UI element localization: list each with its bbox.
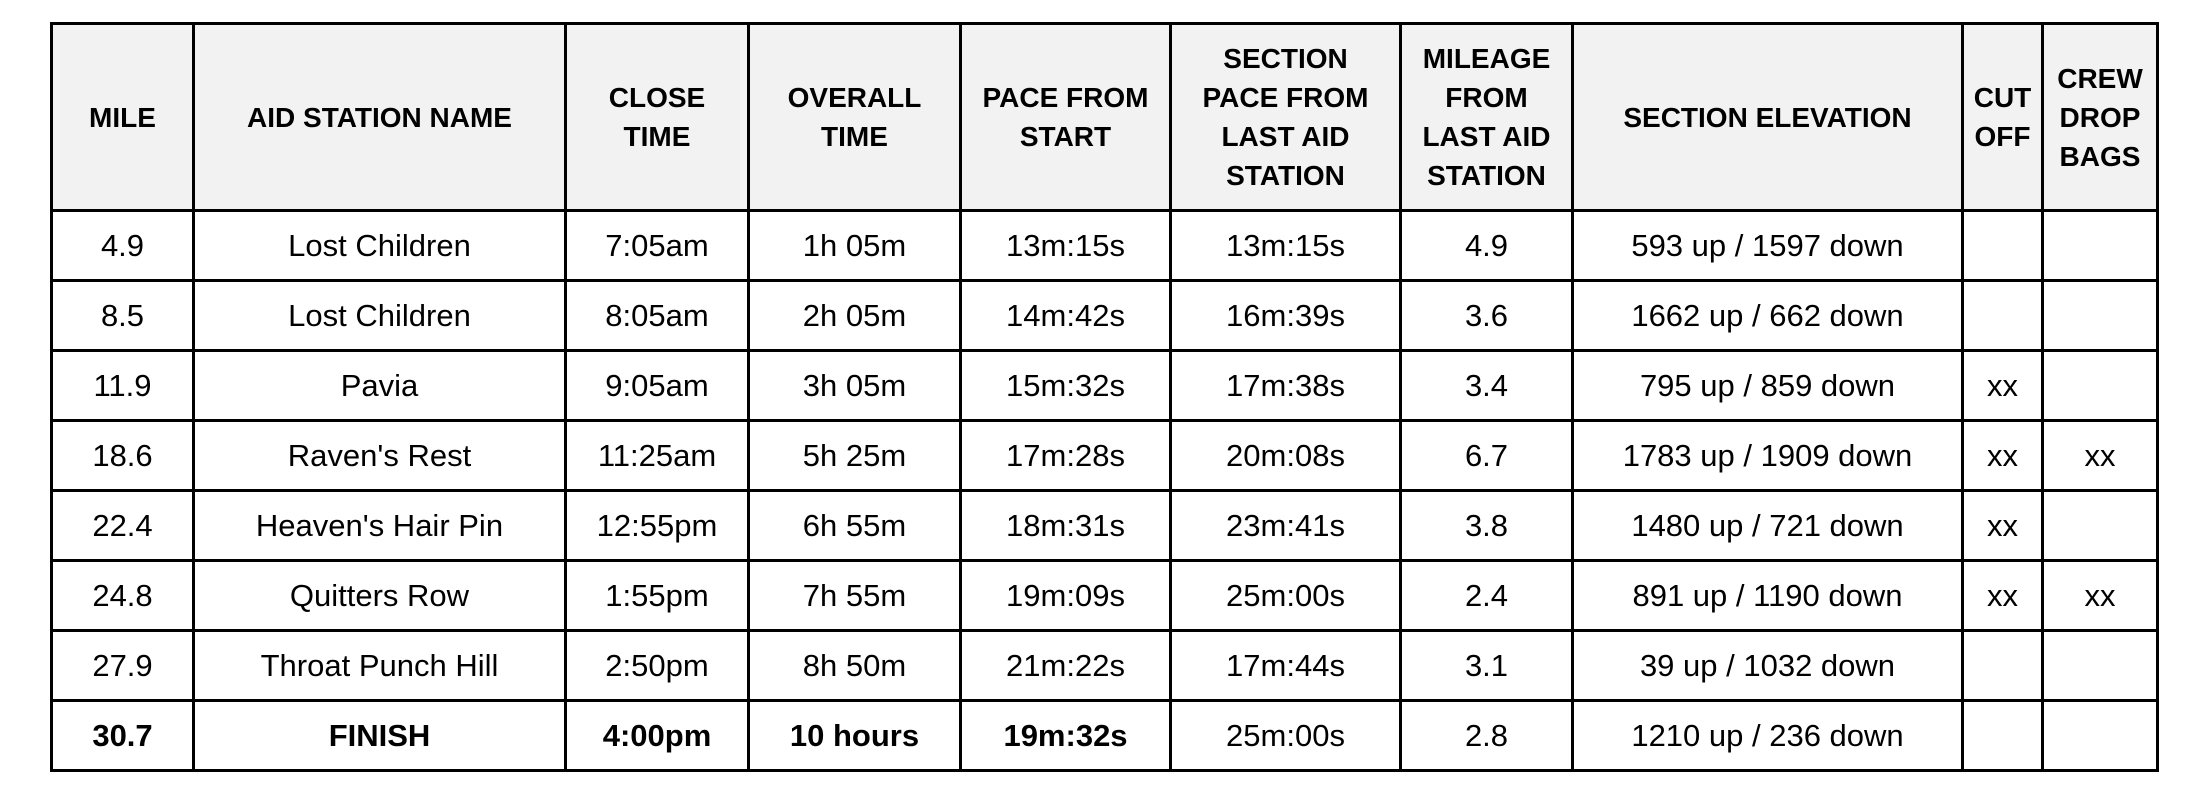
table-row [52, 211, 2158, 281]
cut-off-cell: xx [1963, 351, 2043, 421]
table-row [52, 281, 2158, 351]
mile-cell: 4.9 [52, 211, 194, 281]
column-header-line: DROP [2059, 101, 2141, 133]
crew-drop-bags-cell [2043, 491, 2158, 561]
column-header-line: PACE FROM [982, 82, 1149, 113]
crew-drop-bags-cell [2043, 211, 2158, 281]
mile-cell: 27.9 [52, 631, 194, 701]
column-header-line: OVERALL [787, 82, 922, 113]
aid-station-table-container [50, 22, 2156, 772]
mile-cell: 24.8 [52, 561, 194, 631]
mileage-cell: 4.9 [1401, 211, 1573, 281]
table-body [52, 211, 2158, 771]
table-header [52, 24, 2158, 211]
column-header-crew-drop-bags [2043, 24, 2158, 211]
close-time-cell: 12:55pm [566, 491, 749, 561]
close-time-cell: 1:55pm [566, 561, 749, 631]
mileage-cell: 3.4 [1401, 351, 1573, 421]
section-pace-cell: 13m:15s [1171, 211, 1401, 281]
crew-drop-bags-cell: xx [2043, 421, 2158, 491]
aid-station-name-cell: Lost Children [194, 211, 566, 281]
column-header-overall-time [749, 24, 961, 211]
column-header-line: CLOSE [608, 82, 706, 113]
crew-drop-bags-cell [2043, 701, 2158, 771]
section-elevation-cell: 1480 up / 721 down [1573, 491, 1963, 561]
close-time-cell: 4:00pm [566, 701, 749, 771]
pace-from-start-cell: 21m:22s [961, 631, 1171, 701]
column-header-line: STATION [1226, 160, 1345, 191]
section-pace-cell: 16m:39s [1171, 281, 1401, 351]
section-elevation-cell: 1783 up / 1909 down [1573, 421, 1963, 491]
pace-from-start-cell: 13m:15s [961, 211, 1171, 281]
aid-station-name-cell: Quitters Row [194, 561, 566, 631]
overall-time-cell: 2h 05m [749, 281, 961, 351]
mile-cell: 22.4 [52, 491, 194, 561]
pace-from-start-cell: 15m:32s [961, 351, 1171, 421]
overall-time-cell: 5h 25m [749, 421, 961, 491]
overall-time-cell: 10 hours [749, 701, 961, 771]
section-elevation-cell: 795 up / 859 down [1573, 351, 1963, 421]
section-elevation-cell: 1662 up / 662 down [1573, 281, 1963, 351]
section-pace-cell: 25m:00s [1171, 561, 1401, 631]
aid-station-name-cell: Raven's Rest [194, 421, 566, 491]
column-header-line: CUT [1973, 82, 2032, 113]
overall-time-cell: 7h 55m [749, 561, 961, 631]
close-time-cell: 2:50pm [566, 631, 749, 701]
overall-time-cell: 1h 05m [749, 211, 961, 281]
column-header-aid-station-name [194, 24, 566, 211]
crew-drop-bags-cell [2043, 631, 2158, 701]
aid-station-name-cell: FINISH [194, 701, 566, 771]
cut-off-cell: xx [1963, 561, 2043, 631]
aid-station-name-cell: Heaven's Hair Pin [194, 491, 566, 561]
mileage-cell: 3.6 [1401, 281, 1573, 351]
close-time-cell: 9:05am [566, 351, 749, 421]
column-header-line: AID STATION NAME [247, 101, 512, 133]
column-header-close-time [566, 24, 749, 211]
cut-off-cell: xx [1963, 491, 2043, 561]
aid-station-name-cell: Throat Punch Hill [194, 631, 566, 701]
mileage-cell: 3.8 [1401, 491, 1573, 561]
mileage-cell: 2.8 [1401, 701, 1573, 771]
table-row [52, 421, 2158, 491]
column-header-line: LAST AID [1422, 121, 1551, 152]
section-pace-cell: 17m:44s [1171, 631, 1401, 701]
mile-cell: 30.7 [52, 701, 194, 771]
section-pace-cell: 17m:38s [1171, 351, 1401, 421]
column-header-line: FROM [1445, 82, 1528, 113]
aid-station-name-cell: Pavia [194, 351, 566, 421]
mileage-cell: 2.4 [1401, 561, 1573, 631]
pace-from-start-cell: 14m:42s [961, 281, 1171, 351]
section-pace-cell: 20m:08s [1171, 421, 1401, 491]
mile-cell: 18.6 [52, 421, 194, 491]
column-header-line: BAGS [2059, 140, 2141, 172]
column-header-mileage-from-last [1401, 24, 1573, 211]
column-header-mile [52, 24, 194, 211]
crew-drop-bags-cell [2043, 281, 2158, 351]
table-row [52, 631, 2158, 701]
column-header-line: MILEAGE [1422, 43, 1551, 74]
pace-from-start-cell: 18m:31s [961, 491, 1171, 561]
header-row [52, 24, 2158, 211]
section-elevation-cell: 39 up / 1032 down [1573, 631, 1963, 701]
close-time-cell: 11:25am [566, 421, 749, 491]
column-header-line: SECTION ELEVATION [1623, 101, 1912, 133]
column-header-line: LAST AID [1221, 121, 1350, 152]
column-header-cut-off [1963, 24, 2043, 211]
column-header-line: OFF [1974, 121, 2031, 152]
overall-time-cell: 6h 55m [749, 491, 961, 561]
section-elevation-cell: 891 up / 1190 down [1573, 561, 1963, 631]
column-header-line: STATION [1427, 160, 1546, 191]
close-time-cell: 8:05am [566, 281, 749, 351]
cut-off-cell: xx [1963, 421, 2043, 491]
column-header-line: TIME [623, 121, 691, 152]
pace-from-start-cell: 19m:32s [961, 701, 1171, 771]
column-header-line: PACE FROM [1202, 82, 1369, 113]
aid-station-table [50, 22, 2159, 772]
column-header-section-elevation [1573, 24, 1963, 211]
mile-cell: 11.9 [52, 351, 194, 421]
column-header-pace-from-start [961, 24, 1171, 211]
mileage-cell: 6.7 [1401, 421, 1573, 491]
column-header-section-pace [1171, 24, 1401, 211]
overall-time-cell: 3h 05m [749, 351, 961, 421]
column-header-line: CREW [2057, 62, 2143, 94]
aid-station-name-cell: Lost Children [194, 281, 566, 351]
cut-off-cell [1963, 211, 2043, 281]
overall-time-cell: 8h 50m [749, 631, 961, 701]
mileage-cell: 3.1 [1401, 631, 1573, 701]
pace-from-start-cell: 19m:09s [961, 561, 1171, 631]
column-header-line: MILE [89, 101, 156, 133]
section-pace-cell: 23m:41s [1171, 491, 1401, 561]
crew-drop-bags-cell [2043, 351, 2158, 421]
crew-drop-bags-cell: xx [2043, 561, 2158, 631]
cut-off-cell [1963, 281, 2043, 351]
section-pace-cell: 25m:00s [1171, 701, 1401, 771]
table-row [52, 701, 2158, 771]
column-header-line: TIME [821, 121, 888, 152]
table-row [52, 351, 2158, 421]
cut-off-cell [1963, 701, 2043, 771]
column-header-line: START [1019, 121, 1112, 152]
cut-off-cell [1963, 631, 2043, 701]
pace-from-start-cell: 17m:28s [961, 421, 1171, 491]
section-elevation-cell: 593 up / 1597 down [1573, 211, 1963, 281]
mile-cell: 8.5 [52, 281, 194, 351]
close-time-cell: 7:05am [566, 211, 749, 281]
column-header-line: SECTION [1223, 43, 1348, 74]
section-elevation-cell: 1210 up / 236 down [1573, 701, 1963, 771]
table-row [52, 491, 2158, 561]
table-row [52, 561, 2158, 631]
